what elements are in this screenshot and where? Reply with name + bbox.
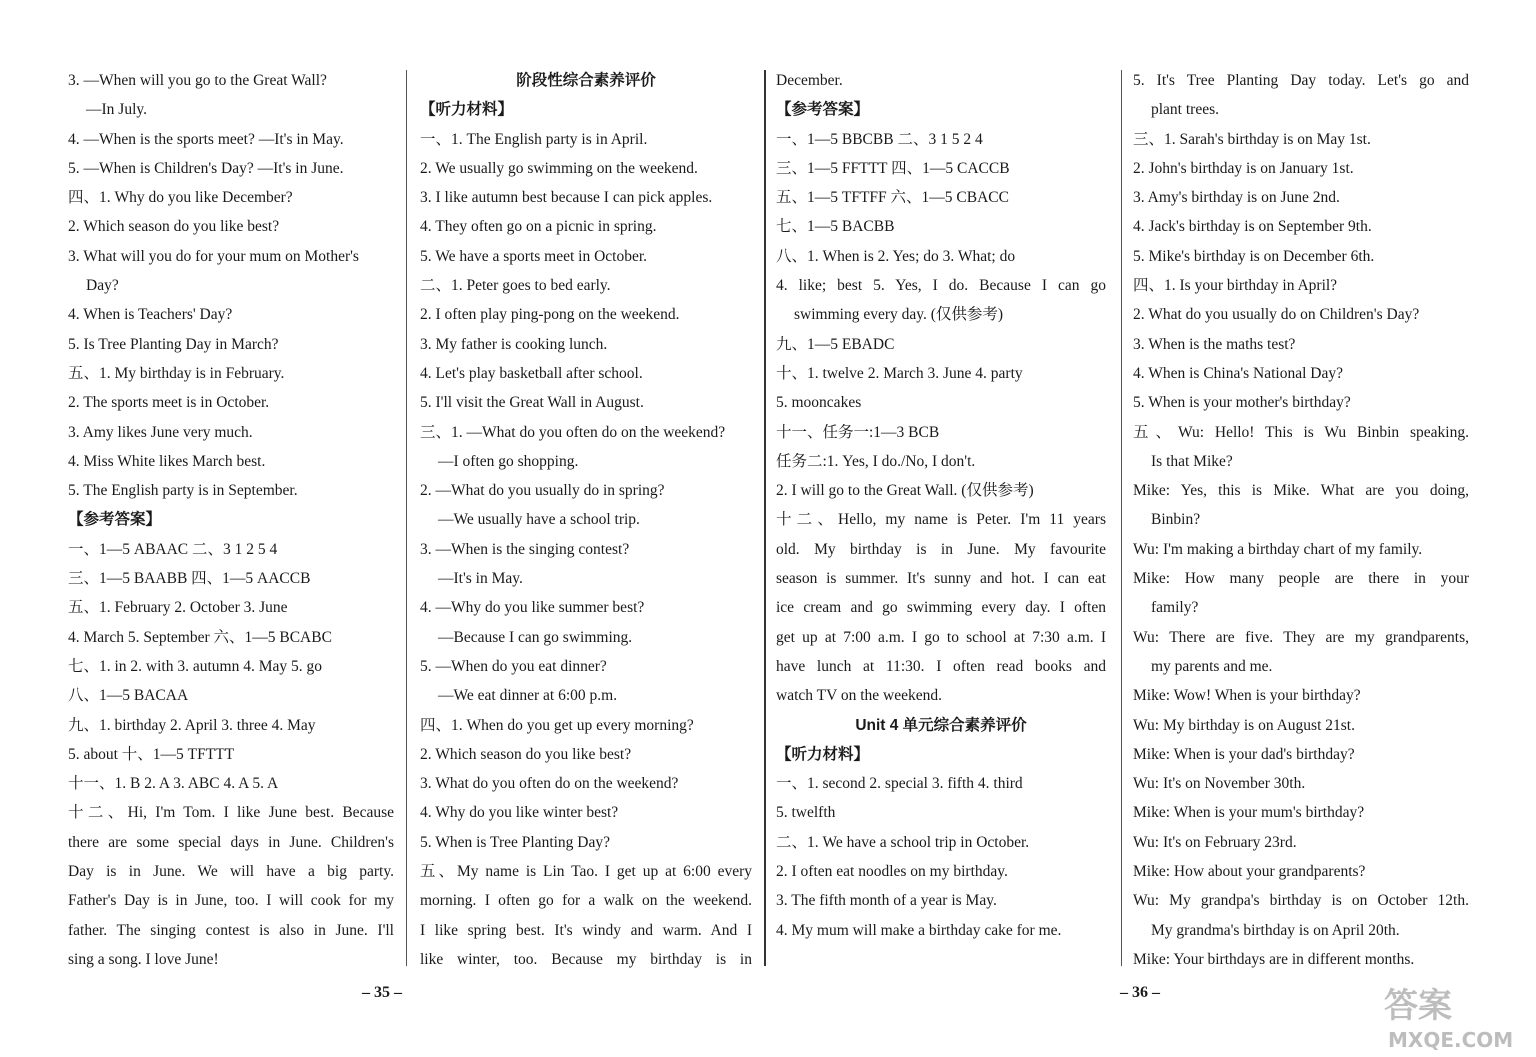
text-line: Day is in June. We will have a big party.: [68, 863, 394, 881]
text-line: my parents and me.: [1151, 657, 1273, 675]
text-line: 5. —When do you eat dinner?: [420, 657, 607, 675]
text-line: Wu: I'm making a birthday chart of my family.: [1133, 540, 1423, 558]
text-line: watch TV on the weekend.: [776, 687, 943, 705]
text-line: 十、1. twelve 2. March 3. June 4. party: [776, 364, 1023, 382]
text-line: Mike: How many people are there in your: [1133, 570, 1469, 588]
text-line: 二、1. Peter goes to bed early.: [420, 277, 611, 295]
page-divider: [764, 70, 766, 966]
text-line: 【参考答案】: [776, 101, 870, 119]
text-line: morning. I often go for a walk on the weekend.: [420, 892, 752, 910]
text-line: 5. Mike's birthday is on December 6th.: [1133, 247, 1375, 265]
text-line: 4. Let's play basketball after school.: [420, 364, 643, 382]
text-line: 5. When is Tree Planting Day?: [420, 833, 611, 851]
text-line: 5. When is your mother's birthday?: [1133, 394, 1351, 412]
text-line: 五、Wu: Hello! This is Wu Binbin speaking.: [1133, 423, 1469, 441]
text-line: I like spring best. It's windy and warm. And I: [420, 921, 752, 939]
text-line: 五、1—5 TFTFF 六、1—5 CBACC: [776, 189, 1009, 207]
text-line: 4. Miss White likes March best.: [68, 452, 266, 470]
text-line: Day?: [86, 277, 119, 295]
text-line: 四、1. Why do you like December?: [68, 189, 293, 207]
text-line: like winter, too. Because my birthday is in: [420, 950, 752, 968]
text-line: 5. I'll visit the Great Wall in August.: [420, 394, 644, 412]
text-line: 四、1. When do you get up every morning?: [420, 716, 694, 734]
text-line: 三、1—5 FFTTT 四、1—5 CACCB: [776, 159, 1010, 177]
text-line: 3. The fifth month of a year is May.: [776, 892, 997, 910]
column-3: [776, 66, 1106, 945]
text-line: 十二、Hi, I'm Tom. I like June best. Because: [68, 804, 394, 822]
text-line: season is summer. It's sunny and hot. I can eat: [776, 570, 1106, 588]
text-line: 5. mooncakes: [776, 394, 862, 412]
text-line: 二、1. We have a school trip in October.: [776, 833, 1030, 851]
text-line: 3. My father is cooking lunch.: [420, 335, 608, 353]
text-line: 4. When is China's National Day?: [1133, 364, 1343, 382]
text-line: 5. —When is Children's Day? —It's in June.: [68, 159, 344, 177]
text-line: 四、1. Is your birthday in April?: [1133, 277, 1338, 295]
text-line: 九、1—5 EBADC: [776, 335, 895, 353]
text-line: 5. It's Tree Planting Day today. Let's go and: [1133, 72, 1469, 89]
text-line: 一、1—5 ABAAC 二、3 1 2 5 4: [68, 540, 278, 558]
text-line: 4. They often go on a picnic in spring.: [420, 218, 657, 236]
text-line: 2. What do you usually do on Children's Day?: [1133, 306, 1420, 324]
svg-text:答案: 答案: [1384, 986, 1452, 1026]
text-line: plant trees.: [1151, 101, 1220, 119]
text-line: have lunch at 11:30. I often read books and: [776, 657, 1106, 675]
column-divider: [1121, 70, 1122, 966]
text-line: 3. Amy likes June very much.: [68, 423, 253, 441]
text-line: 十一、任务一:1—3 BCB: [776, 423, 940, 441]
text-line: Wu: My birthday is on August 21st.: [1133, 716, 1355, 734]
text-line: 五、1. February 2. October 3. June: [68, 599, 288, 617]
text-line: Mike: When is your mum's birthday?: [1133, 804, 1365, 822]
text-line: 十一、1. B 2. A 3. ABC 4. A 5. A: [68, 775, 279, 793]
text-line: sing a song. I love June!: [68, 950, 219, 968]
text-line: 4. —Why do you like summer best?: [420, 599, 645, 617]
text-line: ice cream and go swimming every day. I often: [776, 599, 1106, 617]
text-line: 4. My mum will make a birthday cake for me.: [776, 921, 1062, 939]
text-line: Father's Day is in June, too. I will cook for my: [68, 892, 394, 910]
text-line: My grandma's birthday is on April 20th.: [1151, 921, 1400, 939]
column-1: [68, 66, 394, 974]
text-line: 4. like; best 5. Yes, I do. Because I can go: [776, 277, 1106, 295]
text-line: family?: [1151, 599, 1199, 617]
text-line: —I often go shopping.: [438, 452, 579, 470]
text-line: 八、1—5 BACAA: [68, 687, 189, 705]
text-line: Wu: My grandpa's birthday is on October 12th.: [1133, 892, 1469, 910]
text-line: get up at 7:00 a.m. I go to school at 7:30 a.m. I: [776, 628, 1106, 646]
text-line: 2. —What do you usually do in spring?: [420, 482, 665, 500]
text-line: Mike: Yes, this is Mike. What are you doing,: [1133, 482, 1469, 500]
text-line: Wu: It's on November 30th.: [1133, 775, 1306, 793]
text-line: —It's in May.: [438, 570, 523, 588]
text-line: 五、My name is Lin Tao. I get up at 6:00 every: [420, 863, 752, 881]
text-line: there are some special days in June. Children's: [68, 833, 394, 851]
text-line: 2. Which season do you like best?: [420, 745, 632, 763]
text-line: Mike: When is your dad's birthday?: [1133, 745, 1355, 763]
text-line: father. The singing contest is also in June. I'll: [68, 921, 394, 939]
text-line: —Because I can go swimming.: [438, 628, 633, 646]
text-line: swimming every day. (仅供参考): [794, 306, 1004, 324]
text-line: 4. March 5. September 六、1—5 BCABC: [68, 628, 332, 646]
text-line: 三、1. —What do you often do on the weekend?: [420, 423, 726, 441]
text-line: 2. The sports meet is in October.: [68, 394, 270, 412]
text-line: 5. about 十、1—5 TFTTT: [68, 745, 235, 763]
watermark-logo: [1378, 979, 1528, 1053]
text-line: 2. I often eat noodles on my birthday.: [776, 863, 1008, 881]
page-number-left: – 35 –: [362, 984, 402, 1001]
text-line: 3. Amy's birthday is on June 2nd.: [1133, 189, 1340, 207]
text-line: —In July.: [86, 101, 147, 119]
text-line: Wu: It's on February 23rd.: [1133, 833, 1297, 851]
text-line: Wu: There are five. They are my grandparents,: [1133, 628, 1469, 646]
text-line: 一、1—5 BBCBB 二、3 1 5 2 4: [776, 130, 983, 148]
text-line: —We eat dinner at 6:00 p.m.: [438, 687, 618, 705]
column-2: [420, 66, 752, 974]
text-line: 5. The English party is in September.: [68, 482, 298, 500]
text-line: 2. John's birthday is on January 1st.: [1133, 159, 1354, 177]
text-line: 三、1. Sarah's birthday is on May 1st.: [1133, 130, 1371, 148]
text-line: December.: [776, 72, 843, 89]
text-line: 2. I will go to the Great Wall. (仅供参考): [776, 482, 1034, 500]
text-line: 5. twelfth: [776, 804, 836, 822]
text-line: —We usually have a school trip.: [438, 511, 640, 529]
page-number-right: – 36 –: [1120, 984, 1160, 1001]
text-line: 4. Why do you like winter best?: [420, 804, 619, 822]
text-line: 【参考答案】: [68, 511, 162, 529]
text-line: 5. We have a sports meet in October.: [420, 247, 648, 265]
text-line: 【听力材料】: [776, 745, 870, 763]
text-line: 一、1. second 2. special 3. fifth 4. third: [776, 775, 1023, 793]
text-line: 2. Which season do you like best?: [68, 218, 280, 236]
text-line: 八、1. When is 2. Yes; do 3. What; do: [776, 247, 1016, 265]
text-line: 4. When is Teachers' Day?: [68, 306, 233, 324]
text-line: Unit 4 单元综合素养评价: [855, 716, 1027, 734]
text-line: 2. I often play ping-pong on the weekend.: [420, 306, 680, 324]
text-line: 3. I like autumn best because I can pick apples.: [420, 189, 713, 207]
text-line: 九、1. birthday 2. April 3. three 4. May: [68, 716, 316, 734]
text-line: 五、1. My birthday is in February.: [68, 364, 285, 382]
text-line: 3. What will you do for your mum on Mother's: [68, 247, 359, 265]
text-line: 4. Jack's birthday is on September 9th.: [1133, 218, 1372, 236]
svg-text:MXQE.COM: MXQE.COM: [1388, 1028, 1514, 1052]
text-line: 【听力材料】: [420, 101, 514, 119]
text-line: Mike: Wow! When is your birthday?: [1133, 687, 1361, 705]
text-line: 一、1. The English party is in April.: [420, 130, 648, 148]
text-line: 七、1—5 BACBB: [776, 218, 895, 236]
text-line: Mike: Your birthdays are in different months.: [1133, 950, 1415, 968]
text-line: 3. When is the maths test?: [1133, 335, 1296, 353]
text-line: 4. —When is the sports meet? —It's in May.: [68, 130, 344, 148]
text-line: Is that Mike?: [1151, 452, 1233, 470]
text-line: Mike: How about your grandparents?: [1133, 863, 1366, 881]
column-4: [1133, 66, 1469, 974]
text-line: 三、1—5 BAABB 四、1—5 AACCB: [68, 570, 311, 588]
text-line: 十二、Hello, my name is Peter. I'm 11 years: [776, 511, 1106, 529]
text-line: 3. What do you often do on the weekend?: [420, 775, 679, 793]
text-line: 任务二:1. Yes, I do./No, I don't.: [776, 452, 976, 470]
text-line: 2. We usually go swimming on the weekend.: [420, 159, 698, 177]
text-line: 七、1. in 2. with 3. autumn 4. May 5. go: [68, 657, 323, 675]
text-line: 5. Is Tree Planting Day in March?: [68, 335, 279, 353]
text-line: 阶段性综合素养评价: [516, 72, 656, 89]
text-line: 3. —When is the singing contest?: [420, 540, 630, 558]
text-line: Binbin?: [1151, 511, 1201, 529]
text-line: 3. —When will you go to the Great Wall?: [68, 72, 327, 89]
column-divider: [406, 70, 407, 966]
text-line: old. My birthday is in June. My favourite: [776, 540, 1106, 558]
